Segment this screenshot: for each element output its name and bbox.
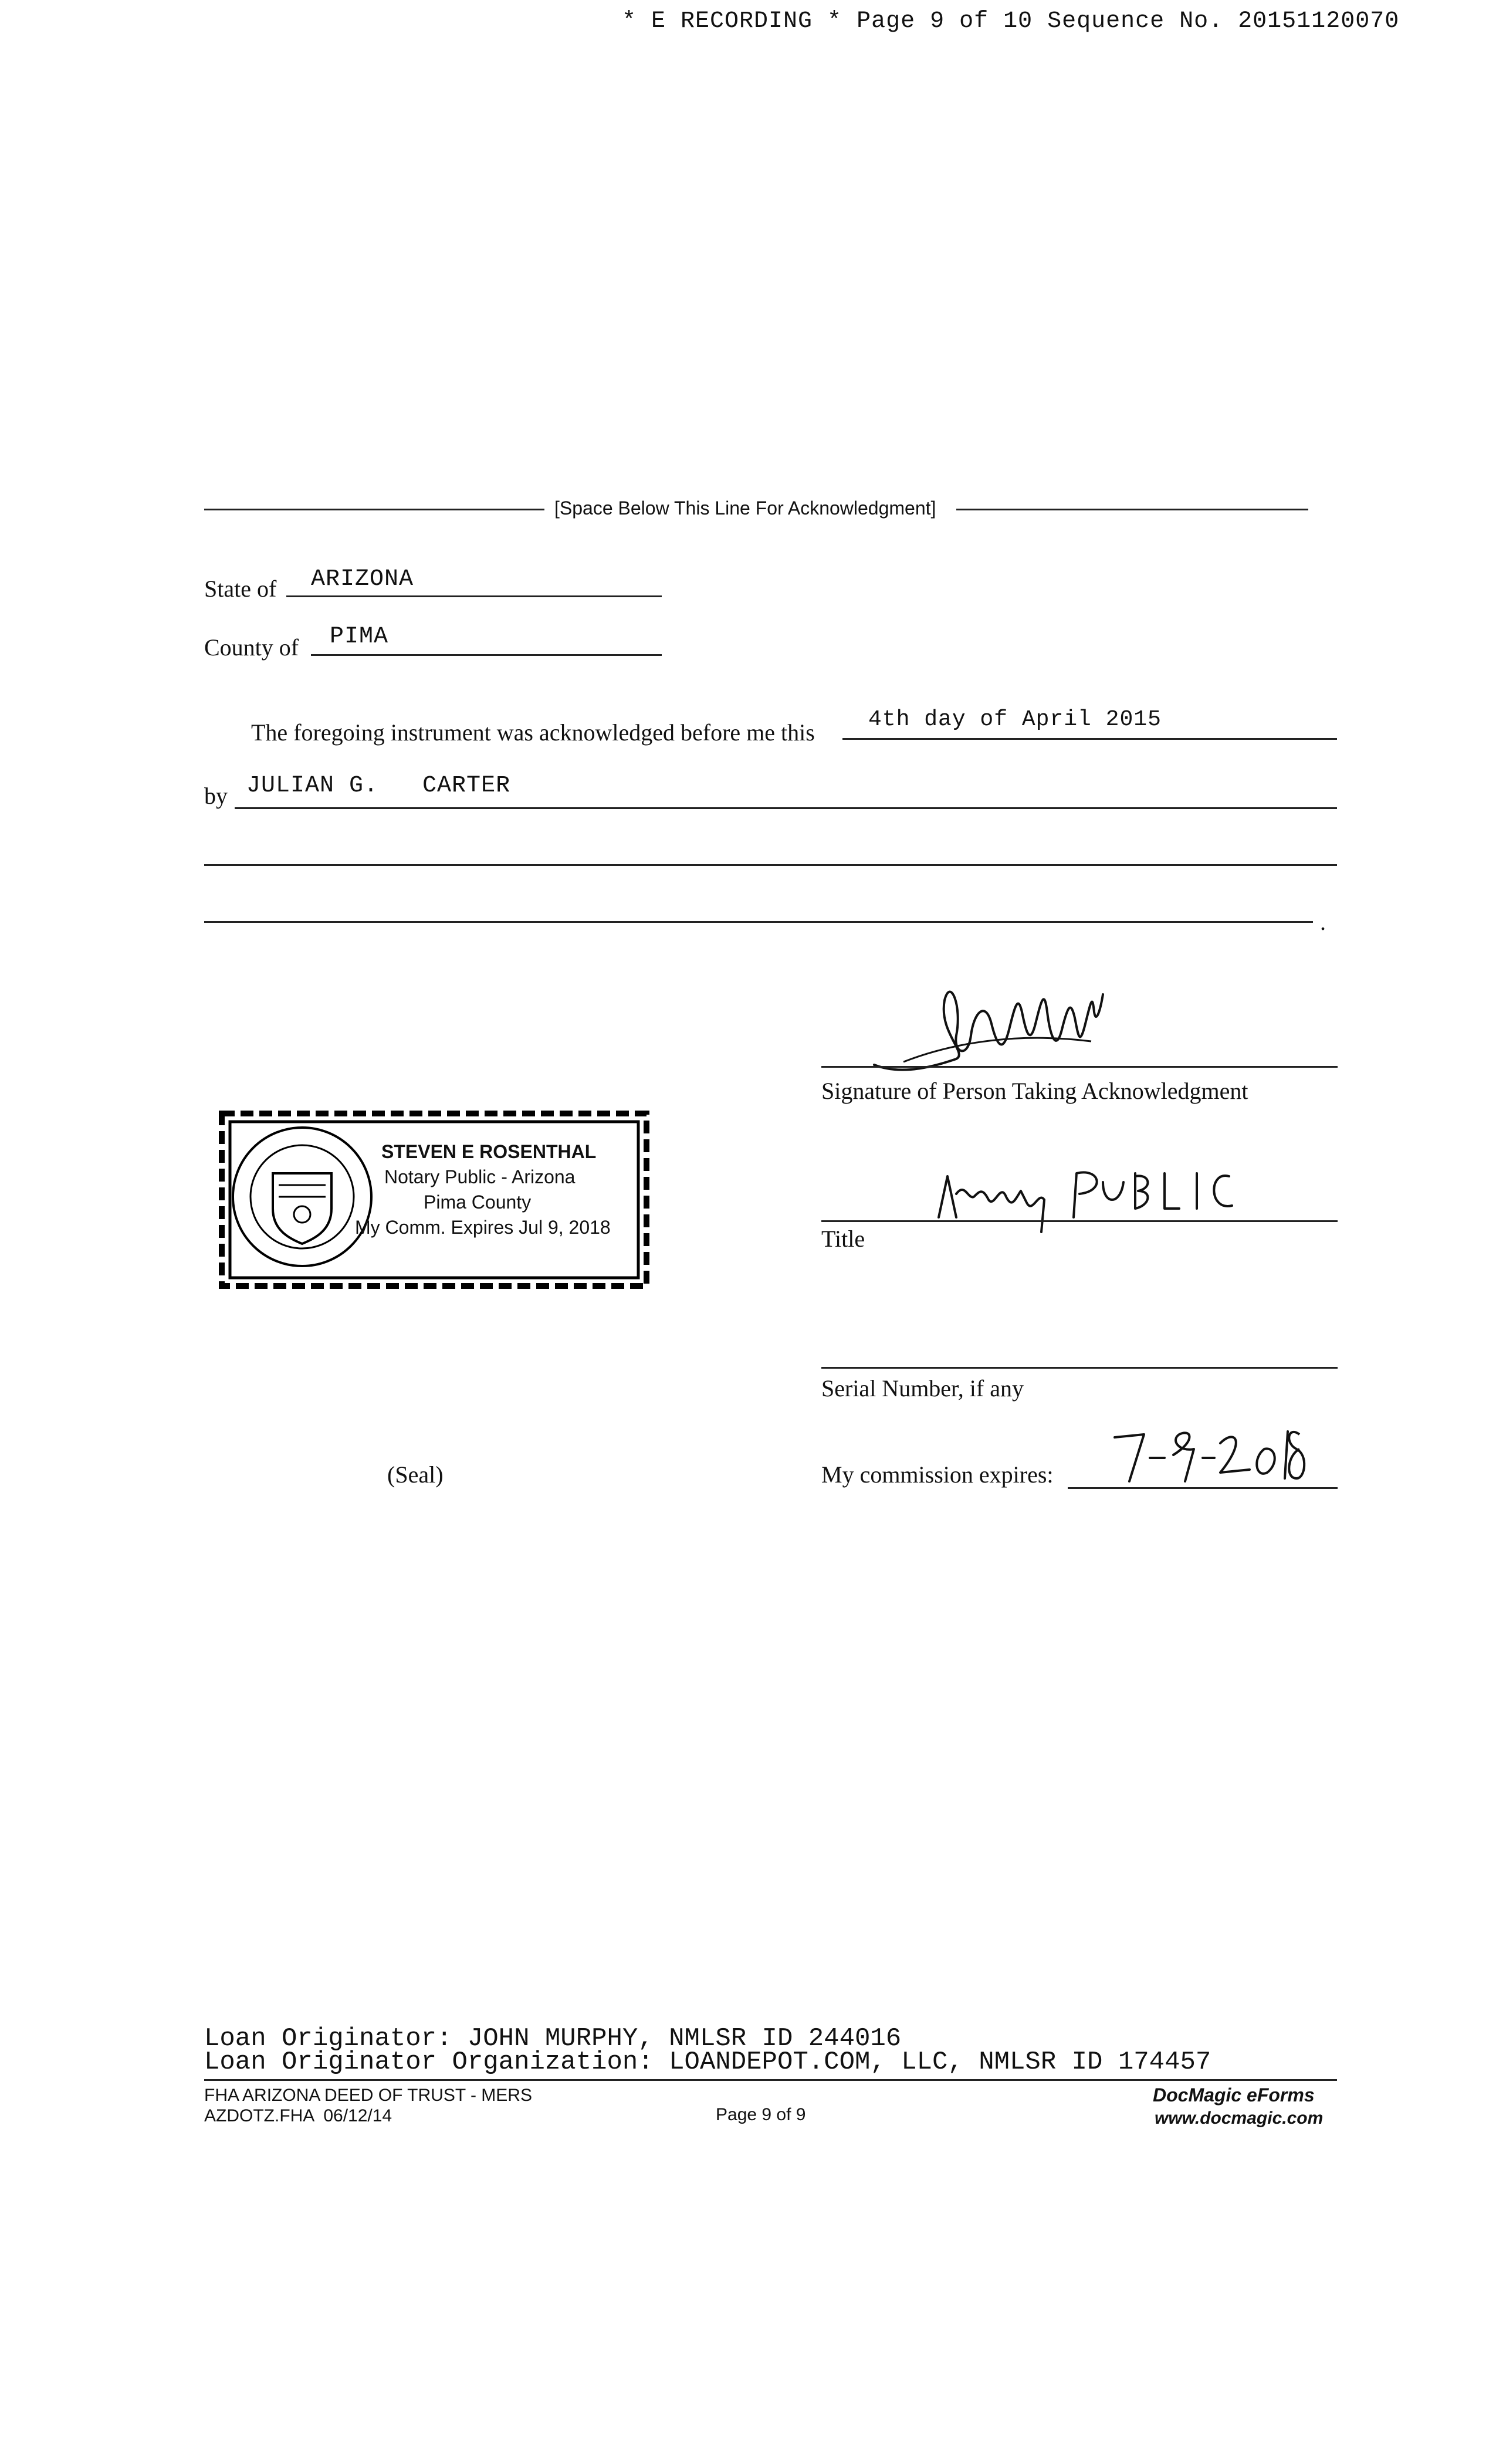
stamp-county: Pima County (424, 1192, 532, 1213)
commission-expires-label: My commission expires: (821, 1461, 1054, 1488)
stamp-expiration: My Comm. Expires Jul 9, 2018 (355, 1217, 611, 1238)
form-code: AZDOTZ.FHA 06/12/14 (204, 2106, 392, 2125)
blank-line (204, 921, 1313, 923)
by-label: by (204, 783, 228, 809)
handwritten-title (933, 1165, 1238, 1235)
notary-signature (868, 977, 1126, 1077)
commission-expires-line (1068, 1487, 1338, 1489)
state-underline (286, 595, 662, 597)
by-underline (235, 807, 1337, 809)
docmagic-url: www.docmagic.com (1155, 2108, 1324, 2128)
acknowledger-name: JULIAN G. CARTER (246, 773, 511, 799)
acknowledgment-divider-text: [Space Below This Line For Acknowledgment] (554, 497, 936, 519)
signature-label: Signature of Person Taking Acknowledgment (821, 1078, 1248, 1104)
serial-number-line (821, 1367, 1338, 1369)
footer-divider (204, 2079, 1337, 2081)
loan-originator-organization: Loan Originator Organization: LOANDEPOT.COM, LLC, NMLSR ID 174457 (204, 2047, 1211, 2077)
foregoing-statement: The foregoing instrument was acknowledged before me this (251, 719, 815, 746)
stamp-notary-title: Notary Public - Arizona (384, 1166, 576, 1187)
date-underline (842, 738, 1337, 740)
state-value: ARIZONA (311, 566, 414, 593)
acknowledgment-date: 4th day of April 2015 (868, 707, 1162, 732)
line-end-period: . (1320, 909, 1326, 935)
serial-number-label: Serial Number, if any (821, 1375, 1024, 1402)
state-label: State of (204, 576, 277, 602)
signature-line (821, 1066, 1338, 1068)
form-name: FHA ARIZONA DEED OF TRUST - MERS (204, 2086, 532, 2105)
loan-originator: Loan Originator: JOHN MURPHY, NMLSR ID 244016 (204, 2024, 902, 2053)
county-underline (311, 654, 662, 656)
seal-label: (Seal) (387, 1461, 444, 1488)
title-line (821, 1220, 1338, 1222)
recording-header: * E RECORDING * Page 9 of 10 Sequence No. 20151120070 (622, 8, 1400, 35)
divider-line-left (204, 509, 544, 510)
page-number: Page 9 of 9 (716, 2105, 806, 2124)
county-label: County of (204, 634, 299, 661)
handwritten-commission-date (1109, 1423, 1308, 1487)
docmagic-logo: DocMagic eForms (1153, 2084, 1315, 2106)
county-value: PIMA (330, 624, 389, 650)
title-label: Title (821, 1226, 865, 1252)
blank-line (204, 864, 1337, 866)
stamp-notary-name: STEVEN E ROSENTHAL (381, 1141, 597, 1162)
divider-line-right (956, 509, 1308, 510)
